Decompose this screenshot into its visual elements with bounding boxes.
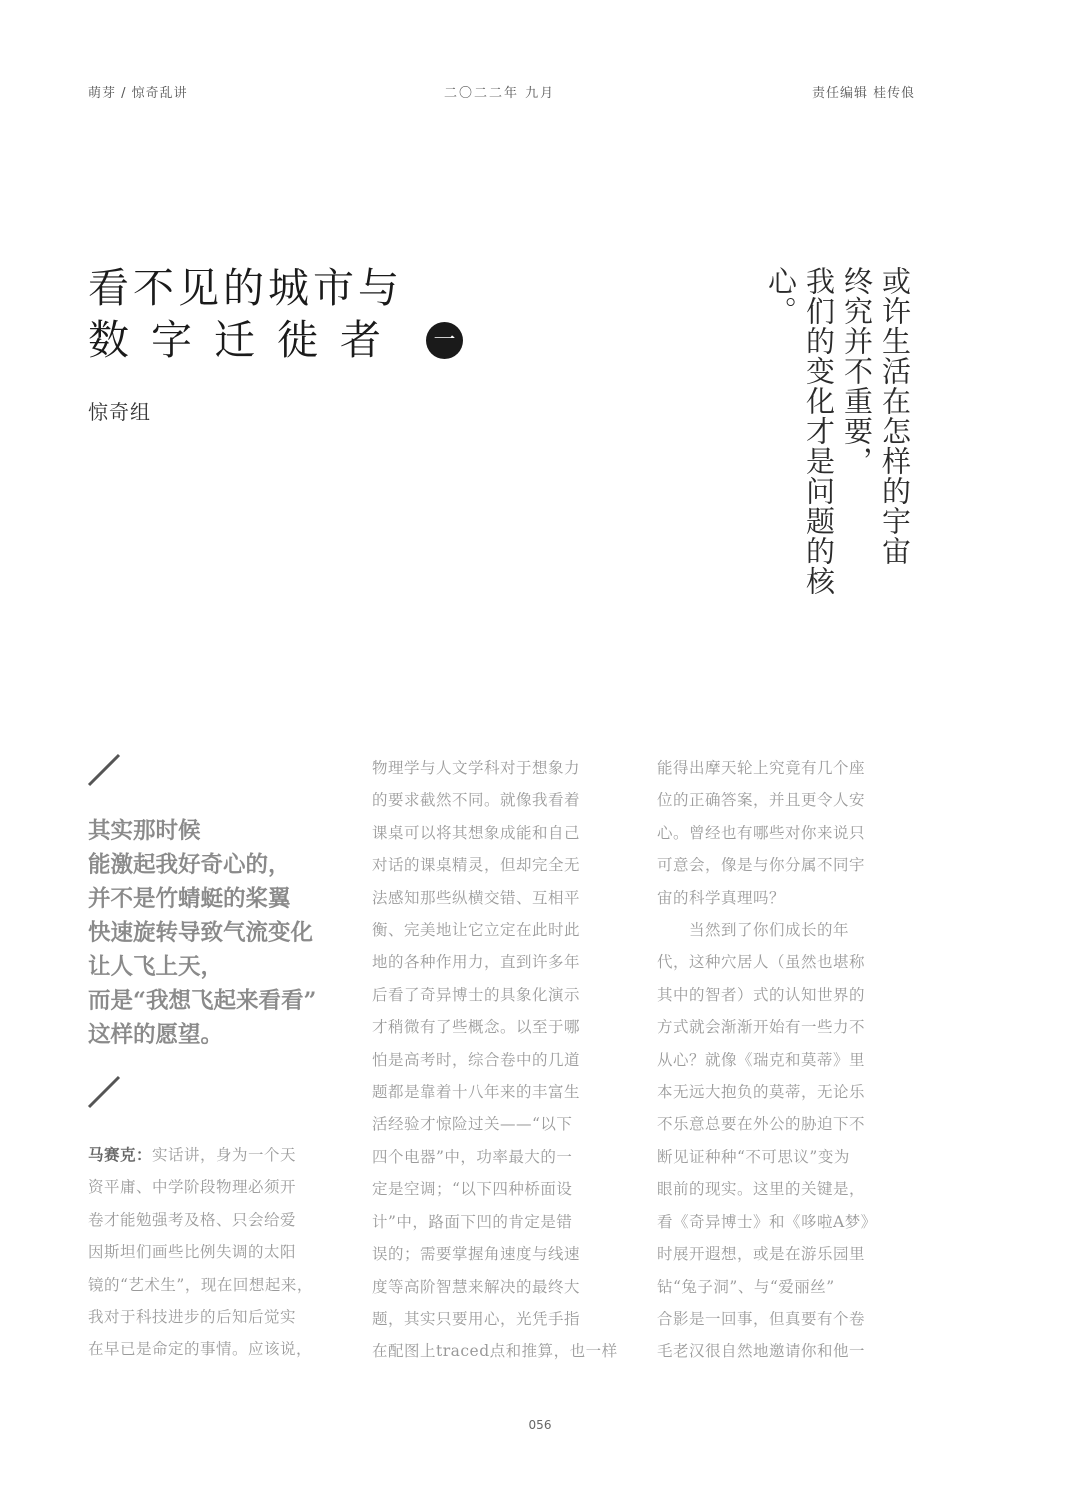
body-line: 法感知那些纵横交错、互相平 (372, 888, 581, 907)
vertical-quote-line: 我们的变化才是问题的核心。 (764, 266, 836, 596)
body-line: 物理学与人文学科对于想象力 (372, 759, 581, 777)
article-author: 惊奇组 (88, 400, 151, 424)
title-line-2: 数字迁徙者 (88, 316, 403, 364)
pull-quote-line: 而是“我想飞起来看看” (88, 988, 317, 1014)
body-line: 在早已是命定的事情。应该说， (88, 1340, 313, 1359)
body-line: 眼前的现实。这里的关键是， (657, 1180, 866, 1199)
body-line: 才稍微有了些概念。以至于哪 (372, 1018, 581, 1037)
body-line: 位的正确答案，并且更令人安 (657, 791, 866, 810)
body-line: 方式就会渐渐开始有一些力不 (657, 1018, 866, 1037)
pull-quote-line: 并不是竹蜻蜓的桨翼 (88, 886, 291, 912)
body-line (88, 1139, 338, 1171)
article-number-badge (426, 322, 463, 359)
body-line: 宙的科学真理吗？ (657, 888, 786, 907)
body-line: 地的各种作用力，直到许多年 (372, 953, 581, 972)
body-line: 镜的“艺术生”，现在回想起来， (88, 1275, 313, 1294)
body-column-3 (657, 752, 907, 1368)
pull-quote-line: 这样的愿望。 (88, 1022, 224, 1048)
body-line: 代，这种穴居人（虽然也堪称 (657, 953, 866, 972)
body-column-2 (372, 752, 622, 1368)
body-line: 可意会，像是与你分属不同宇 (657, 856, 866, 875)
body-line: 后看了奇异博士的具象化演示 (372, 985, 581, 1004)
body-line: 钻“兔子洞”、与“爱丽丝” (657, 1277, 835, 1296)
body-line: 误的；需要掌握角速度与线速 (372, 1245, 581, 1264)
body-line: 题都是靠着十八年来的丰富生 (372, 1083, 581, 1102)
body-line: 的要求截然不同。就像我看着 (372, 791, 581, 810)
body-line: 当然到了你们成长的年 (657, 921, 850, 940)
body-line: 度等高阶智慧来解决的最终大 (372, 1277, 581, 1296)
pull-quote (88, 814, 316, 1052)
body-line: 毛老汉很自然地邀请你和他一 (657, 1342, 866, 1361)
body-line: 我对于科技进步的后知后觉实 (88, 1308, 297, 1327)
body-line: 断见证种种“不可思议”变为 (657, 1147, 850, 1166)
body-line: 不乐意总要在外公的胁迫下不 (657, 1115, 866, 1134)
body-line: 在配图上traced点和推算，也一样 (372, 1342, 618, 1361)
body-line: 活经验才惊险过关——“以下 (372, 1115, 573, 1134)
body-line: 本无远大抱负的莫蒂，无论乐 (657, 1083, 866, 1102)
body-line: 看《奇异博士》和《哆啦A梦》 (657, 1212, 877, 1231)
vertical-quote (764, 266, 914, 636)
body-line: 从心？就像《瑞克和莫蒂》里 (657, 1050, 866, 1069)
body-line: 计”中，路面下凹的肯定是错 (372, 1212, 573, 1231)
pull-quote-line: 其实那时候 (88, 818, 201, 844)
slash-divider-icon (86, 1074, 122, 1110)
slash-divider-icon (86, 752, 122, 788)
body-column-1 (88, 1139, 338, 1366)
body-line: 衡、完美地让它立定在此时此 (372, 921, 581, 940)
vertical-quote-line: 终究并不重要， (840, 266, 874, 476)
body-line: 因斯坦们画些比例失调的太阳 (88, 1243, 297, 1262)
body-line: 对话的课桌精灵，但却完全无 (372, 856, 581, 875)
body-line: 时展开遐想，或是在游乐园里 (657, 1245, 866, 1264)
body-line: 怕是高考时，综合卷中的几道 (372, 1050, 581, 1069)
body-text: 实话讲，身为一个天 (152, 1146, 297, 1164)
header-section: 萌芽 / 惊奇乱讲 (88, 86, 188, 101)
pull-quote-line: 快速旋转导致气流变化 (88, 920, 314, 946)
pull-quote-line: 能激起我好奇心的， (88, 852, 291, 878)
body-line: 心。曾经也有哪些对你来说只 (657, 823, 866, 842)
body-line: 课桌可以将其想象成能和自己 (372, 823, 581, 842)
body-line: 四个电器”中，功率最大的一 (372, 1147, 573, 1166)
body-line: 定是空调；“以下四种桥面设 (372, 1180, 573, 1199)
body-line: 资平庸、中学阶段物理必须开 (88, 1178, 297, 1197)
body-line: 卷才能勉强考及格、只会给爱 (88, 1210, 297, 1229)
article-title (88, 262, 403, 366)
body-line: 其中的智者）式的认知世界的 (657, 985, 866, 1004)
header-date: 二〇二二年 九月 (444, 86, 556, 101)
body-line: 合影是一回事，但真要有个卷 (657, 1309, 866, 1328)
body-line: 能得出摩天轮上究竟有几个座 (657, 759, 866, 777)
speaker-name: 马赛克： (88, 1145, 153, 1164)
pull-quote-line: 让人飞上天， (88, 954, 224, 980)
vertical-quote-line: 或许生活在怎样的宇宙 (878, 266, 912, 566)
page-number: 056 (528, 1418, 552, 1432)
body-line: 题，其实只要用心，光凭手指 (372, 1309, 581, 1328)
title-line-1: 看不见的城市与 (88, 264, 403, 312)
header-editor: 责任编辑 桂传俍 (812, 86, 916, 101)
article-number: 一 (433, 327, 456, 353)
